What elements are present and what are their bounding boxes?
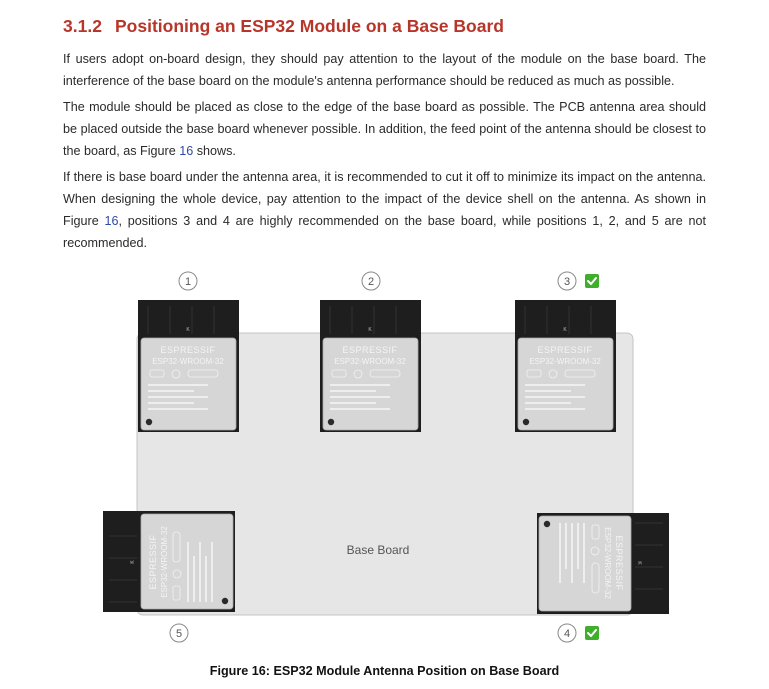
module-text-line xyxy=(571,523,573,583)
antenna-mark-k: K xyxy=(368,327,372,333)
module-text-line xyxy=(330,390,376,392)
esp32-module xyxy=(515,300,616,432)
position-number: 5 xyxy=(175,628,183,640)
module-text-line xyxy=(577,523,579,569)
module-brand: ESPRESSIF xyxy=(160,345,216,355)
position-number: 1 xyxy=(184,276,192,288)
position-number: 3 xyxy=(563,276,571,288)
module-text-line xyxy=(148,408,208,410)
module-text-line xyxy=(148,402,194,404)
module-text-line xyxy=(330,384,390,386)
position-number: 4 xyxy=(563,628,571,640)
figure-link[interactable]: 16 xyxy=(179,144,194,158)
module-text-line xyxy=(565,523,567,569)
module-text-line xyxy=(559,523,561,583)
paragraph-3-tail: , positions 3 and 4 are highly recommended on the base board, while positions 1, 2, and 5 are not recommended. xyxy=(63,214,707,250)
pin1-marker-icon xyxy=(544,521,550,527)
esp32-module xyxy=(537,513,669,614)
esp32-module xyxy=(138,300,239,432)
module-model: ESP32-WROOM-32 xyxy=(334,357,406,366)
module-brand: ESPRESSIF xyxy=(148,534,158,590)
esp32-module xyxy=(103,511,235,612)
figure-link[interactable]: 16 xyxy=(104,214,119,228)
module-text-line xyxy=(525,408,585,410)
module-text-line xyxy=(148,396,208,398)
module-text-line xyxy=(205,556,207,602)
figure-caption: Figure 16: ESP32 Module Antenna Position on Base Board xyxy=(209,664,560,678)
paragraph-2-text: The module should be placed as close to the edge of the base board as possible. The PCB antenna area should be placed outside the base board whenever possible. In addition, the feed point of the antenna should be closest to the board, as Figure xyxy=(63,100,706,158)
module-model: ESP32-WROOM-32 xyxy=(152,357,224,366)
module-text-line xyxy=(187,542,189,602)
module-text-line xyxy=(330,402,376,404)
module-text-line xyxy=(199,542,201,602)
module-text-line xyxy=(525,402,571,404)
module-model: ESP32-WROOM-32 xyxy=(603,527,612,599)
pin1-marker-icon xyxy=(222,598,228,604)
paragraph-1: If users adopt on-board design, they should pay attention to the layout of the module on the base board. The interference of the base board on the module's antenna performance should be reduced as much as possible. xyxy=(63,52,706,88)
base-board-label: Base Board xyxy=(346,543,410,557)
module-text-line xyxy=(211,542,213,602)
paragraph-2-tail: shows. xyxy=(193,144,236,158)
module-brand: ESPRESSIF xyxy=(537,345,593,355)
module-model: ESP32-WROOM-32 xyxy=(529,357,601,366)
module-text-line xyxy=(525,384,585,386)
section-title: Positioning an ESP32 Module on a Base Board xyxy=(115,16,504,36)
module-text-line xyxy=(525,396,585,398)
module-text-line xyxy=(583,523,585,583)
paragraph-3-text: If there is base board under the antenna area, it is recommended to cut it off to minimize its impact on the antenna. When designing the whole device, pay attention to the impact of the device shell on the antenna. As shown in Figure xyxy=(63,170,706,228)
pin1-marker-icon xyxy=(146,419,152,425)
antenna-mark-k: K xyxy=(636,561,642,565)
antenna-mark-k: K xyxy=(563,327,567,333)
pin1-marker-icon xyxy=(328,419,334,425)
module-text-line xyxy=(330,408,390,410)
module-text-line xyxy=(525,390,571,392)
module-text-line xyxy=(148,390,194,392)
pin1-marker-icon xyxy=(523,419,529,425)
module-brand: ESPRESSIF xyxy=(342,345,398,355)
module-text-line xyxy=(330,396,390,398)
module-text-line xyxy=(148,384,208,386)
module-brand: ESPRESSIF xyxy=(614,535,624,591)
antenna-mark-k: K xyxy=(186,327,190,333)
position-number: 2 xyxy=(367,276,375,288)
section-number: 3.1.2 xyxy=(63,16,102,36)
esp32-module xyxy=(320,300,421,432)
antenna-mark-k: K xyxy=(130,560,136,564)
module-model: ESP32-WROOM-32 xyxy=(160,526,169,598)
module-text-line xyxy=(193,556,195,602)
